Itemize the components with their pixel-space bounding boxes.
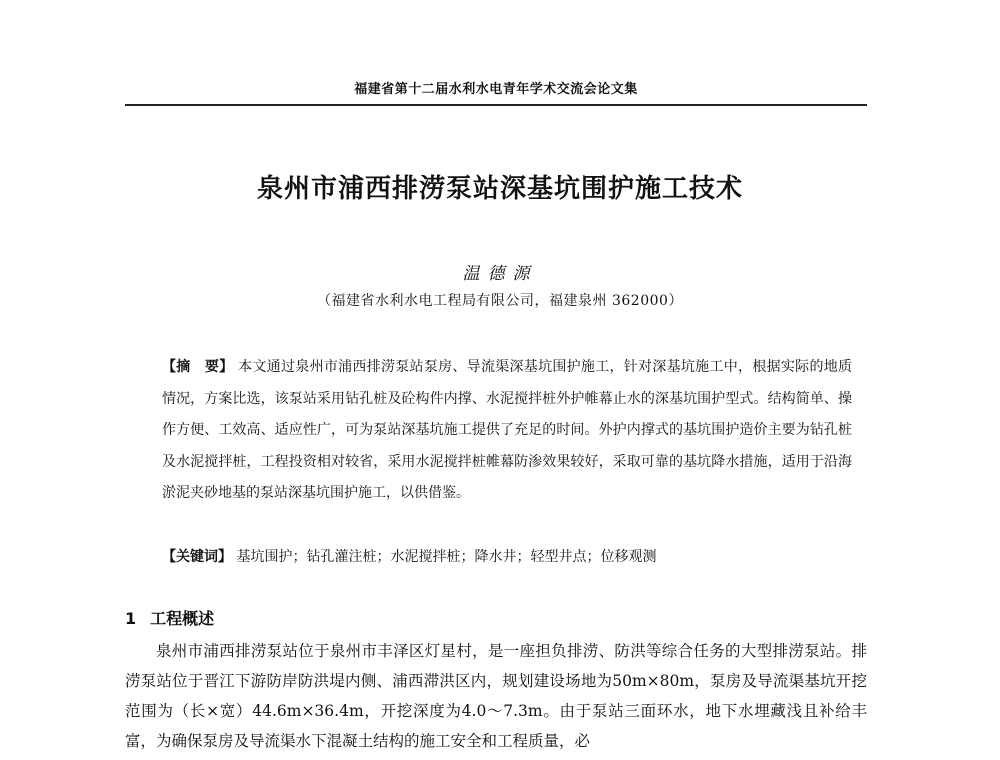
section-title: 工程概述: [150, 609, 215, 628]
running-header: 福建省第十二届水利水电青年学术交流会论文集: [354, 82, 638, 97]
paper-title: 泉州市浦西排涝泵站深基坑围护施工技术: [256, 174, 743, 204]
header-rule: [125, 104, 867, 106]
author-affiliation: （福建省水利水电工程局有限公司，福建泉州 362000）: [317, 293, 683, 309]
author-name: 温德源: [462, 264, 538, 284]
abstract-label: 【摘 要】: [162, 359, 234, 375]
abstract-text: 本文通过泉州市浦西排涝泵站泵房、导流渠深基坑围护施工，针对深基坑施工中，根据实际的地质情况，方案比选，该泵站采用钻孔桩及砼构件内撑、水泥搅拌桩外护帷幕止水的深基坑围护型式。结构简单、操作方便、工效高、适应性广，可为泵站深基坑施工提供了充足的时间。外护内撑式的基坑围护造价主要为钻孔桩及水泥搅拌桩，工程投资相对较省，采用水泥搅拌桩帷幕防渗效果较好，采取可靠的基坑降水措施，适用于沿海淤泥夹砂地基的泵站深基坑围护施工，以供借鉴。: [162, 359, 853, 501]
section-heading: [125, 606, 214, 629]
body-paragraph: 泉州市浦西排涝泵站位于泉州市丰泽区灯星村，是一座担负排涝、防洪等综合任务的大型排涝泵站。排涝泵站位于晋江下游防岸防洪堤内侧、浦西滞洪区内，规划建设场地为50m×80m，泵房及导流渠基坑开挖范围为（长×宽）44.6m×36.4m，开挖深度为4.0～7.3m。由于泵站三面环水，地下水埋藏浅且补给丰富，为确保泵房及导流渠水下混凝土结构的施工安全和工程质量，必: [125, 642, 867, 750]
section-number: 1: [125, 609, 137, 628]
keywords-label: 【关键词】: [162, 549, 232, 565]
keywords-text: 基坑围护；钻孔灌注桩；水泥搅拌桩；降水井；轻型井点；位移观测: [236, 549, 657, 565]
keywords: [162, 547, 852, 567]
abstract: [162, 352, 852, 510]
